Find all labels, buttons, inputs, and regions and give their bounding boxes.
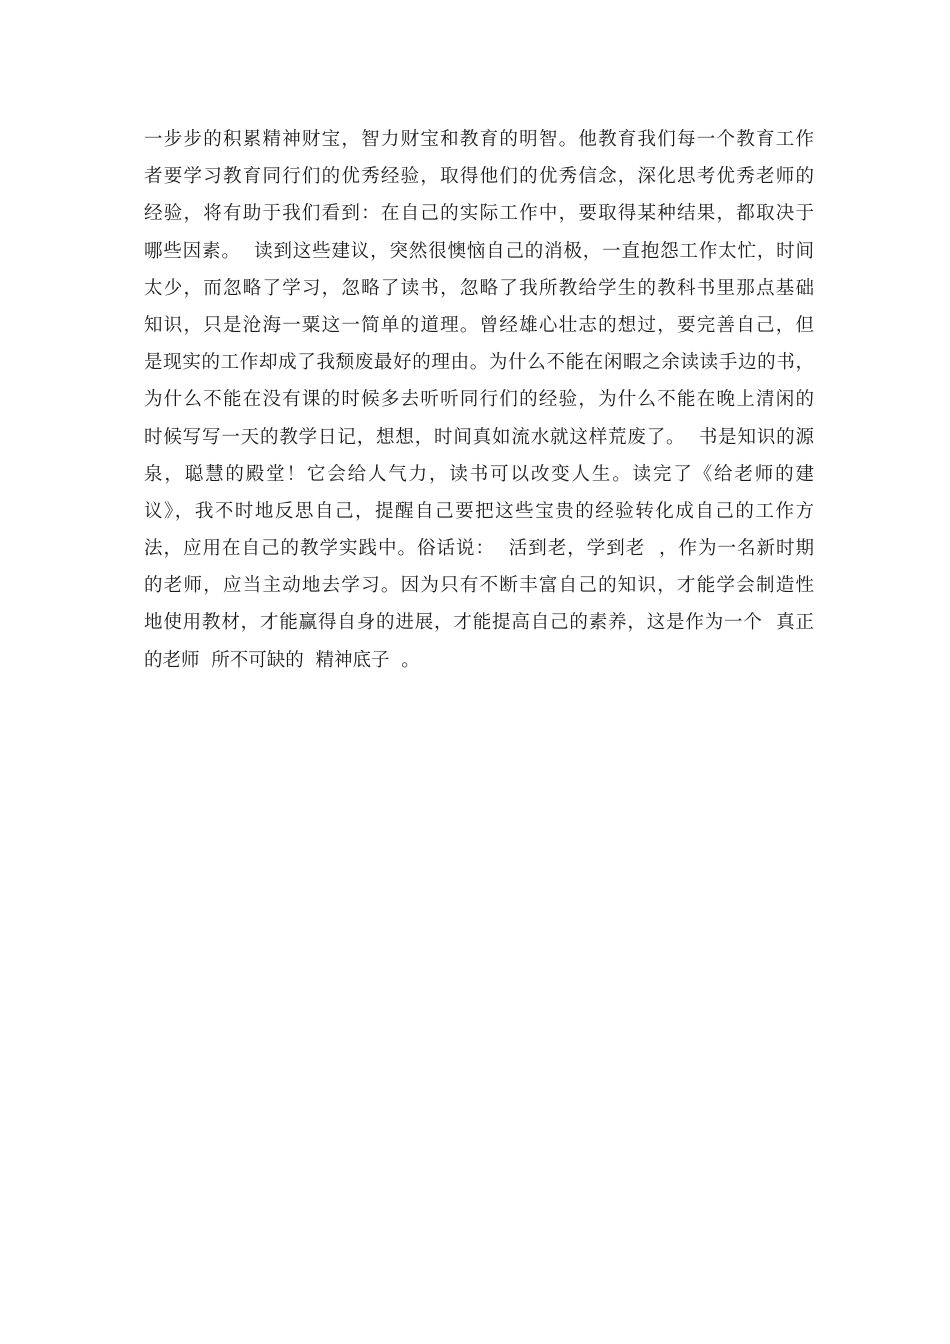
text-line: 的老师，应当主动地去学习。因为只有不断丰富自己的知识，才能学会制造性	[144, 575, 814, 597]
text-line: 哪些因素。 读到这些建议，突然很懊恼自己的消极，一直抱怨工作太忙，时间	[144, 240, 814, 262]
text-line: 泉，聪慧的殿堂！它会给人气力，读书可以改变人生。读完了《给老师的建	[144, 463, 814, 485]
text-line: 太少，而忽略了学习，忽略了读书，忽略了我所教给学生的教科书里那点基础	[144, 277, 814, 299]
text-line: 地使用教材，才能赢得自身的进展，才能提高自己的素养，这是作为一个 真正	[144, 612, 814, 634]
text-line: 为什么不能在没有课的时候多去听听同行们的经验，为什么不能在晚上清闲的	[144, 389, 814, 411]
body-paragraph	[144, 121, 814, 679]
text-line: 法，应用在自己的教学实践中。俗话说： 活到老，学到老 ，作为一名新时期	[144, 538, 814, 560]
text-line: 经验，将有助于我们看到：在自己的实际工作中，要取得某种结果，都取决于	[144, 203, 814, 225]
text-line: 一步步的积累精神财宝，智力财宝和教育的明智。他教育我们每一个教育工作	[144, 129, 814, 150]
text-line: 议》，我不时地反思自己，提醒自己要把这些宝贵的经验转化成自己的工作方	[144, 500, 814, 522]
text-line: 者要学习教育同行们的优秀经验，取得他们的优秀信念，深化思考优秀老师的	[144, 166, 814, 188]
text-line: 时候写写一天的教学日记，想想，时间真如流水就这样荒废了。 书是知识的源	[144, 426, 814, 448]
text-line-last: 的老师 所不可缺的 精神底子 。	[144, 649, 420, 671]
text-line: 知识，只是沧海一粟这一简单的道理。曾经雄心壮志的想过，要完善自己，但	[144, 314, 814, 336]
text-line: 是现实的工作却成了我颓废最好的理由。为什么不能在闲暇之余读读手边的书，	[144, 352, 814, 374]
